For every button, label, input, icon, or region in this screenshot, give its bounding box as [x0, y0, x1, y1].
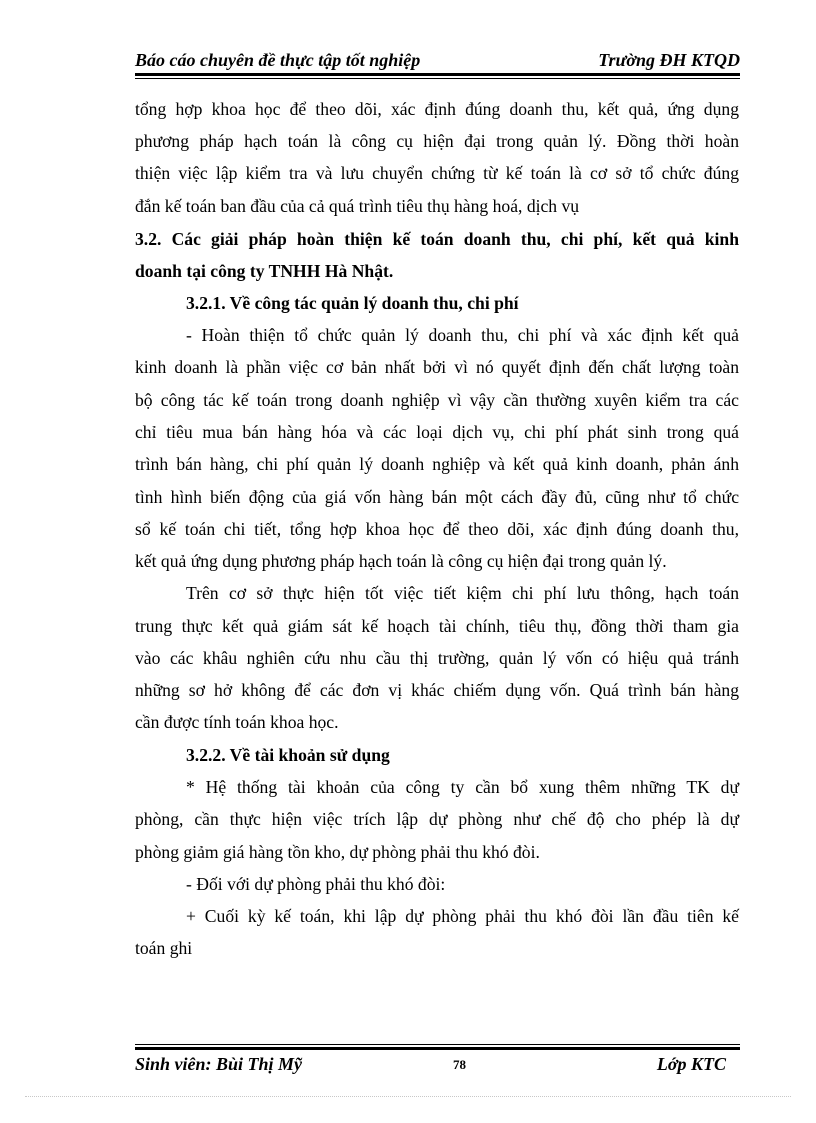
section-heading: doanh tại công ty TNHH Hà Nhật.: [135, 261, 394, 281]
header-rule-thin: [135, 78, 740, 79]
footer-student: Sinh viên: Bùi Thị Mỹ: [135, 1054, 303, 1074]
body-line: - Hoàn thiện tổ chức quản lý doanh thu, chi phí và xác định kết quả: [186, 325, 739, 345]
body-line: những sơ hở không để các đơn vị khác chiếm dụng vốn. Quá trình bán hàng: [135, 680, 739, 700]
subsection-heading: 3.2.1. Về công tác quản lý doanh thu, chi phí: [186, 293, 519, 313]
section-heading: 3.2. Các giải pháp hoàn thiện kế toán doanh thu, chi phí, kết quả kinh: [135, 229, 739, 249]
footer-rule-thick: [135, 1047, 740, 1050]
body-line: tổng hợp khoa học để theo dõi, xác định đúng doanh thu, kết quả, ứng dụng: [135, 99, 739, 119]
body-line: sổ kế toán chi tiết, tổng hợp khoa học để theo dõi, xác định đúng doanh thu,: [135, 519, 739, 539]
header-university: Trường ĐH KTQD: [598, 50, 740, 70]
body-line: kinh doanh là phần việc cơ bản nhất bởi vì nó quyết định đến chất lượng toàn: [135, 357, 739, 377]
footer-class: Lớp KTC: [656, 1054, 726, 1074]
footer-rule-thin: [135, 1044, 740, 1045]
body-line: - Đối với dự phòng phải thu khó đòi:: [186, 874, 446, 894]
body-line: đắn kế toán ban đầu của cả quá trình tiêu thụ hàng hoá, dịch vụ: [135, 196, 580, 216]
body-line: tình hình biến động của giá vốn hàng bán một cách đầy đủ, cũng như tổ chức: [135, 487, 739, 507]
body-line: cần được tính toán khoa học.: [135, 712, 339, 732]
body-line: trình bán hàng, chi phí quản lý doanh nghiệp và kết quả kinh doanh, phản ánh: [135, 454, 739, 474]
body-line: phương pháp hạch toán là công cụ hiện đại trong quản lý. Đồng thời hoàn: [135, 131, 739, 151]
body-line: phòng giảm giá hàng tồn kho, dự phòng phải thu khó đòi.: [135, 842, 540, 862]
body-line: phòng, cần thực hiện việc trích lập dự phòng như chế độ cho phép là dự: [135, 809, 739, 829]
body-line: kết quả ứng dụng phương pháp hạch toán là công cụ hiện đại trong quản lý.: [135, 551, 667, 571]
body-line: bộ công tác kế toán trong doanh nghiệp vì vậy cần thường xuyên kiểm tra các: [135, 390, 739, 410]
body-line: toán ghi: [135, 938, 193, 958]
body-line: Trên cơ sở thực hiện tốt việc tiết kiệm chi phí lưu thông, hạch toán: [186, 583, 739, 603]
subsection-heading: 3.2.2. Về tài khoản sử dụng: [186, 745, 390, 765]
page-edge-dotted: [25, 1096, 791, 1097]
header-rule-thick: [135, 73, 740, 76]
body-line: vào các khâu nghiên cứu nhu cầu thị trường, quản lý vốn có hiệu quả tránh: [135, 648, 739, 668]
body-line: + Cuối kỳ kế toán, khi lập dự phòng phải thu khó đòi lần đầu tiên kế: [186, 906, 739, 926]
body-line: chỉ tiêu mua bán hàng hóa và các loại dịch vụ, chi phí phát sinh trong quá: [135, 422, 739, 442]
body-line: * Hệ thống tài khoản của công ty cần bổ xung thêm những TK dự: [186, 777, 739, 797]
page-header: [135, 48, 740, 74]
page-footer: [135, 1054, 740, 1080]
body-line: thiện việc lập kiểm tra và lưu chuyển chứng từ kế toán là cơ sở tổ chức đúng: [135, 163, 739, 183]
body-line: trung thực kết quả giám sát kế hoạch tài chính, tiêu thụ, đồng thời tham gia: [135, 616, 739, 636]
page-number: 78: [453, 1057, 466, 1072]
header-report-title: Báo cáo chuyên đề thực tập tốt nghiệp: [135, 50, 421, 70]
